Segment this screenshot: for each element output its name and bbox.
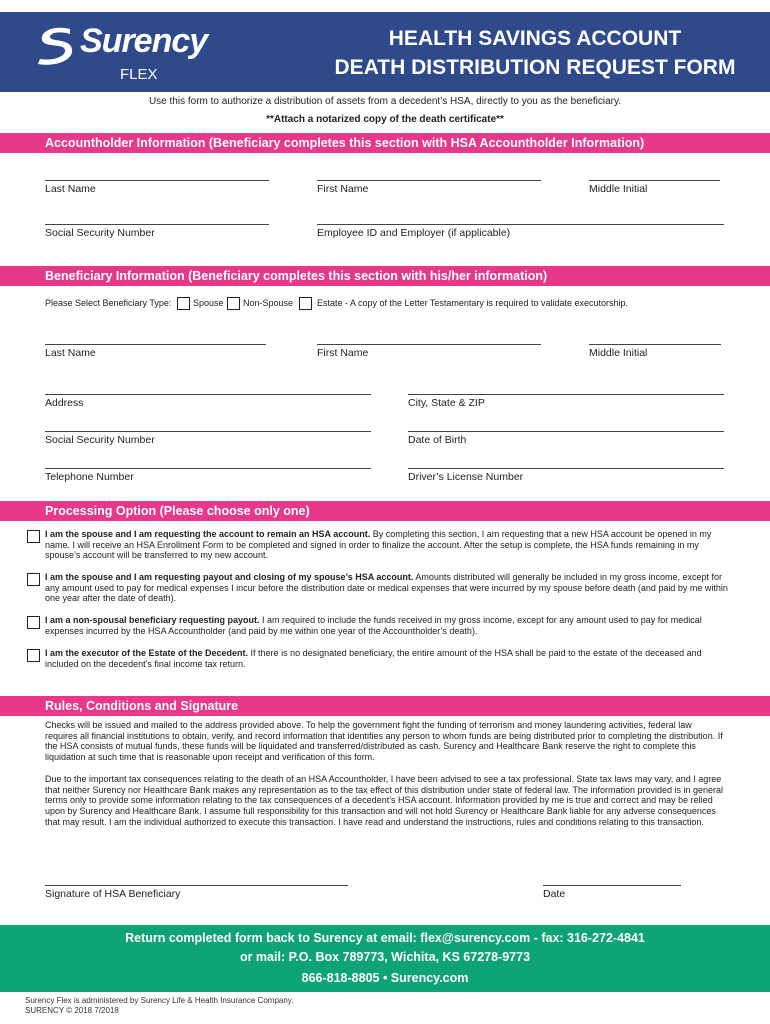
- intro-attach-note: **Attach a notarized copy of the death certificate**: [266, 114, 504, 125]
- ah-last-name-field[interactable]: [45, 180, 269, 181]
- option-executor-checkbox[interactable]: [27, 649, 40, 662]
- ah-middle-initial-label: Middle Initial: [589, 183, 648, 195]
- ben-drivers-license-field[interactable]: [408, 468, 724, 469]
- signature-label: Signature of HSA Beneficiary: [45, 888, 181, 900]
- option-spouse-payout-checkbox[interactable]: [27, 573, 40, 586]
- form-title-line2: DEATH DISTRIBUTION REQUEST FORM: [334, 56, 736, 79]
- ben-middle-initial-label: Middle Initial: [589, 347, 648, 359]
- option-executor-text: [45, 648, 735, 669]
- ben-middle-initial-field[interactable]: [589, 344, 721, 345]
- option-nonspouse-payout-detail: I am required to include the funds received in my gross income, except for any amount used to pay for medical expenses incurred by the HSA Accountholder (and paid by me within one year of the Accountholder’s death).: [45, 615, 702, 636]
- ben-dob-field[interactable]: [408, 431, 724, 432]
- option-remain-hsa-text: [45, 529, 735, 561]
- option-spouse-payout-text: [45, 572, 735, 604]
- ah-first-name-field[interactable]: [317, 180, 541, 181]
- option-remain-hsa-bold: I am the spouse and I am requesting the account to remain an HSA account.: [45, 529, 371, 539]
- logo-wordmark: Surency: [80, 22, 208, 60]
- non-spouse-label: Non-Spouse: [243, 298, 294, 308]
- option-nonspouse-payout-text: [45, 615, 735, 636]
- option-nonspouse-payout-checkbox[interactable]: [27, 616, 40, 629]
- ben-first-name-field[interactable]: [317, 344, 541, 345]
- ben-drivers-license-label: Driver’s License Number: [408, 471, 524, 483]
- ah-ssn-field[interactable]: [45, 224, 269, 225]
- rules-paragraph-1: Checks will be issued and mailed to the address provided above. To help the government fight the funding of terrorism and money laundering activities, federal law requires all financial institutions to obtain, verify, and record information that identifies any person to whom funds are being distributed prior to completing the distribution. If the HSA consists of mutual funds, these funds will be liquidated and transferred/distributed as cash. Surency and Healthcare Bank reserve the right to complete this liquidation at such time that is reasonable upon receipt and verification of this form.: [45, 720, 723, 763]
- option-remain-hsa-detail: By completing this section, I am requesting that a new HSA account be opened in my name. I will receive an HSA Enrollment Form to be completed and signed in order to finalize the account. After the setup is complete, the HSA funds remaining in my spouse’s account will be transferred to my new account.: [45, 529, 712, 561]
- beneficiary-type-prompt: Please Select Beneficiary Type:: [45, 298, 172, 308]
- ah-employee-id-label: Employee ID and Employer (if applicable): [317, 227, 511, 239]
- ah-first-name-label: First Name: [317, 183, 369, 195]
- footer-mail-line: or mail: P.O. Box 789773, Wichita, KS 67278-9773: [239, 950, 531, 964]
- legal-copyright: SURENCY © 2018 7/2018: [25, 1006, 119, 1015]
- beneficiary-heading: Beneficiary Information (Beneficiary completes this section with his/her information): [45, 269, 548, 283]
- rules-paragraph-2: Due to the important tax consequences relating to the death of an HSA Accountholder, I have been advised to see a tax professional. State tax laws may vary, and I agree that neither Surency nor Healthcare Bank makes any representation as to the tax effect of this distribution under state of federal law. The information provided is in general terms only to provide some information relating to the tax consequences of a decedent’s HSA account. Information provided by me is true and correct and may be relied upon by Surency and Healthcare Bank. I assume full responsibility for this transaction and will not hold Surency or Healthcare Bank liable for any adverse consequences that may result. I am the individual authorized to execute this transaction. I have read and understand the instructions, rules and conditions relating to this transaction.: [45, 774, 724, 827]
- signature-field[interactable]: [45, 885, 348, 886]
- footer-return-line: Return completed form back to Surency at email: flex@surency.com - fax: 316-272-4841: [125, 931, 645, 945]
- ben-city-state-zip-label: City, State & ZIP: [408, 397, 485, 409]
- ben-address-field[interactable]: [45, 394, 371, 395]
- option-executor-bold: I am the executor of the Estate of the Decedent.: [45, 648, 249, 658]
- ah-employee-id-field[interactable]: [317, 224, 724, 225]
- date-field[interactable]: [543, 885, 681, 886]
- processing-heading: Processing Option (Please choose only one): [45, 504, 310, 518]
- estate-label: Estate - A copy of the Letter Testamentary is required to validate executorship.: [317, 298, 629, 308]
- spouse-label: Spouse: [193, 298, 224, 308]
- ben-last-name-field[interactable]: [45, 344, 266, 345]
- legal-admin-note: Surency Flex is administered by Surency Life & Health Insurance Company.: [25, 996, 294, 1005]
- form-title-line1: HEALTH SAVINGS ACCOUNT: [388, 27, 682, 50]
- surency-logo-icon: [34, 23, 78, 67]
- accountholder-heading: Accountholder Information (Beneficiary completes this section with HSA Accountholder Information): [45, 136, 645, 150]
- spouse-checkbox[interactable]: [177, 297, 190, 310]
- rules-heading: Rules, Conditions and Signature: [45, 699, 239, 713]
- ben-ssn-field[interactable]: [45, 431, 371, 432]
- option-executor-detail: If there is no designated beneficiary, the entire amount of the HSA shall be paid to the estate of the deceased and included on the decedent’s final income tax return.: [45, 648, 702, 669]
- form-title: [300, 24, 770, 82]
- ah-last-name-label: Last Name: [45, 183, 96, 195]
- option-remain-hsa-checkbox[interactable]: [27, 530, 40, 543]
- date-label: Date: [543, 888, 566, 900]
- option-spouse-payout-detail: Amounts distributed will generally be included in my gross income, except for any amount used to pay for medical expenses I incur before the distribution date or medical expenses that were incurred by my spouse before death (and paid by me within one year after the date of death).: [45, 572, 728, 604]
- ah-ssn-label: Social Security Number: [45, 227, 155, 239]
- ben-first-name-label: First Name: [317, 347, 369, 359]
- logo-subtitle: FLEX: [120, 66, 158, 83]
- ben-telephone-label: Telephone Number: [45, 471, 134, 483]
- non-spouse-checkbox[interactable]: [227, 297, 240, 310]
- option-spouse-payout-bold: I am the spouse and I am requesting payout and closing of my spouse’s HSA account.: [45, 572, 414, 582]
- option-nonspouse-payout-bold: I am a non-spousal beneficiary requesting payout.: [45, 615, 260, 625]
- ben-telephone-field[interactable]: [45, 468, 371, 469]
- intro-text: Use this form to authorize a distribution of assets from a decedent’s HSA, directly to you as the beneficiary.: [148, 96, 622, 107]
- ben-address-label: Address: [45, 397, 84, 409]
- footer-contact-line: 866-818-8805 • Surency.com: [301, 971, 469, 985]
- ben-dob-label: Date of Birth: [408, 434, 467, 446]
- ah-middle-initial-field[interactable]: [589, 180, 720, 181]
- estate-checkbox[interactable]: [299, 297, 312, 310]
- ben-city-state-zip-field[interactable]: [408, 394, 724, 395]
- ben-ssn-label: Social Security Number: [45, 434, 155, 446]
- ben-last-name-label: Last Name: [45, 347, 96, 359]
